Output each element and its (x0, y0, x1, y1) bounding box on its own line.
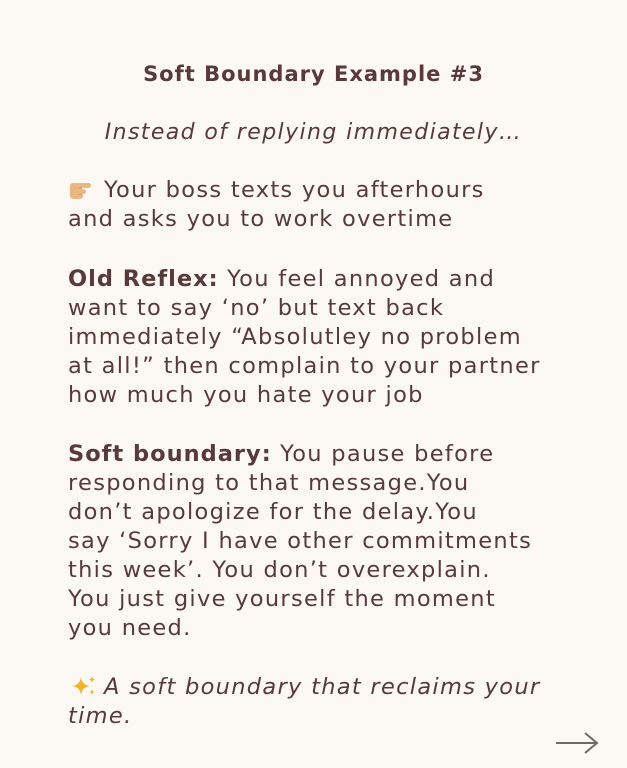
soft-boundary-block (68, 440, 598, 643)
page-title: Soft Boundary Example #3 (143, 62, 484, 86)
soft-boundary-line-4: say ‘Sorry I have other commitments (68, 528, 533, 554)
soft-boundary-line-1 (68, 440, 598, 469)
old-reflex-line-1 (68, 265, 598, 294)
soft-boundary-text-1: You pause before (271, 441, 495, 467)
old-reflex-label: Old Reflex: (68, 266, 219, 292)
page-subtitle: Instead of replying immediately… (104, 120, 523, 145)
closing-line-1 (68, 673, 598, 702)
intro-block (68, 176, 598, 234)
closing-text-1: A soft boundary that reclaims your (104, 674, 541, 700)
sparkles-icon (68, 675, 98, 697)
pointing-hand-icon (68, 178, 98, 200)
soft-boundary-line-6: You just give yourself the moment (68, 586, 496, 612)
intro-line-1 (68, 176, 598, 205)
intro-text-1: Your boss texts you afterhours (104, 177, 485, 203)
old-reflex-line-5: how much you hate your job (68, 382, 424, 408)
soft-boundary-line-3: don’t apologize for the delay.You (68, 499, 478, 525)
soft-boundary-line-2: responding to that message.You (68, 470, 470, 496)
old-reflex-line-3: immediately “Absolutley no problem (68, 324, 522, 350)
old-reflex-line-4: at all!” then complain to your partner (68, 353, 541, 379)
arrow-right-icon[interactable] (554, 728, 600, 758)
old-reflex-text-1: You feel annoyed and (218, 266, 496, 292)
soft-boundary-line-5: this week’. You don’t overexplain. (68, 557, 491, 583)
old-reflex-block (68, 265, 598, 410)
closing-line-2: time. (68, 703, 133, 729)
soft-boundary-label: Soft boundary: (68, 441, 272, 467)
old-reflex-line-2: want to say ‘no’ but text back (68, 295, 445, 321)
intro-line-2: and asks you to work overtime (68, 206, 454, 232)
soft-boundary-line-7: you need. (68, 615, 192, 641)
closing-block (68, 673, 598, 731)
